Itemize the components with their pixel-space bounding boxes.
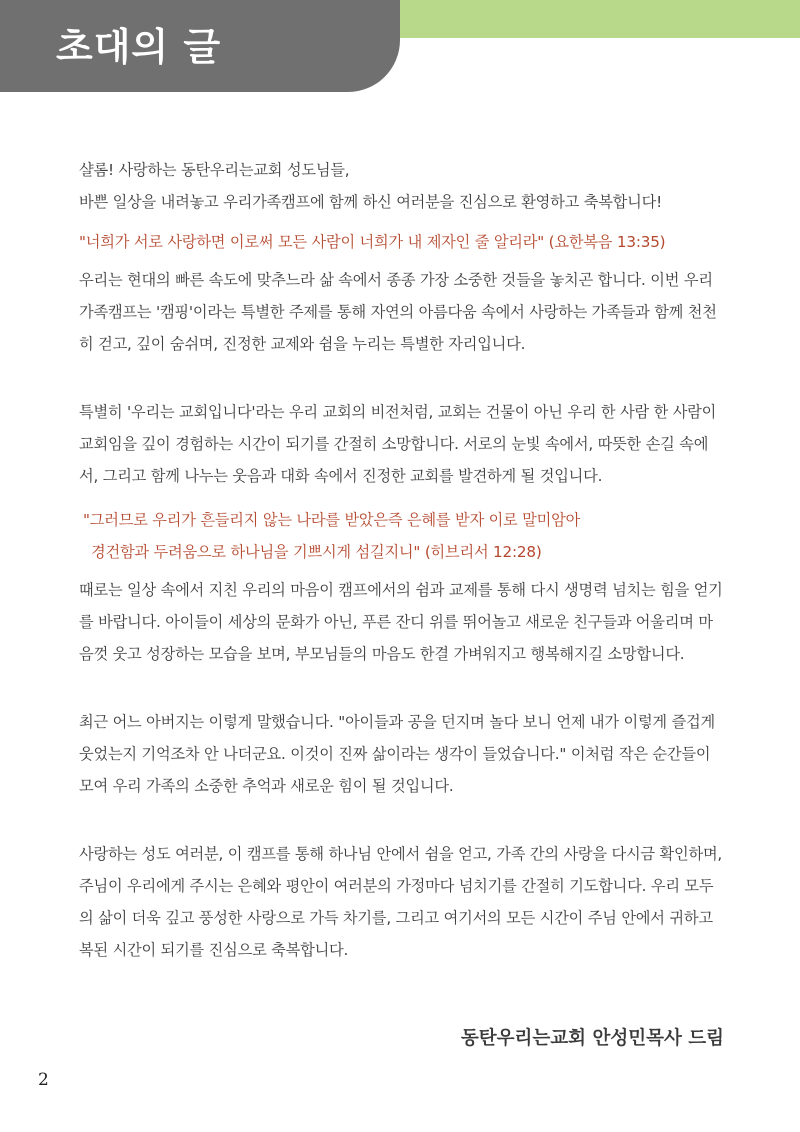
page-title: 초대의 글 [56,25,222,69]
paragraph-1: 우리는 현대의 빠른 속도에 맞추느라 삶 속에서 종종 가장 소중한 것들을 놓치곤 합니다. 이번 우리가족캠프는 '캠핑'이라는 특별한 주제를 통해 자연의 아름다움 속에서 사랑하는 가족들과 함께 천천히 걷고, 깊이 숨쉬며, 진정한 교제와 쉼을 누리는 특별한 자리입니다. [79,271,717,353]
greeting-line-1: 샬롬! 사랑하는 동탄우리는교회 성도님들, [79,161,350,179]
signature: 동탄우리는교회 안성민목사 드림 [460,1028,724,1049]
bible-verse-hebrews [79,504,723,568]
paragraph-4: 최근 어느 아버지는 이렇게 말했습니다. "아이들과 공을 던지며 놀다 보니 언제 내가 이렇게 즐겁게 웃었는지 기억조차 안 나더군요. 이것이 진짜 삶이라는 생각이 들었습니다." 이처럼 작은 순간들이 모여 우리 가족의 소중한 추억과 새로운 힘이 될 것입니다. [79,713,715,795]
greeting-line-2: 바쁜 일상을 내려놓고 우리가족캠프에 함께 하신 여러분을 진심으로 환영하고 축복합니다! [79,193,662,211]
letter-body [79,154,723,966]
bible-verse-john: "너희가 서로 사랑하면 이로써 모든 사람이 너희가 내 제자인 줄 알리라" (요한복음 13:35) [79,233,666,251]
verse-hebrews-line-1: "그러므로 우리가 흔들리지 않는 나라를 받았은즉 은혜를 받자 이로 말미암아 [83,511,581,529]
page-number: 2 [38,1070,49,1090]
greeting [79,154,723,218]
paragraph-5: 사랑하는 성도 여러분, 이 캠프를 통해 하나님 안에서 쉼을 얻고, 가족 간의 사랑을 다시금 확인하며, 주님이 우리에게 주시는 은혜와 평안이 여러분의 가정마다 넘치기를 간절히 기도합니다. 우리 모두의 삶이 더욱 깊고 풍성한 사랑으로 가득 차기를, 그리고 여기서의 모든 시간이 주님 안에서 귀하고 복된 시간이 되기를 진심으로 축복합니다. [79,845,723,959]
paragraph-2: 특별히 '우리는 교회입니다'라는 우리 교회의 비전처럼, 교회는 건물이 아닌 우리 한 사람 한 사람이 교회임을 깊이 경험하는 시간이 되기를 간절히 소망합니다. 서로의 눈빛 속에서, 따뜻한 손길 속에서, 그리고 함께 나누는 웃음과 대화 속에서 진정한 교회를 발견하게 될 것입니다. [79,403,717,485]
paragraph-3: 때로는 일상 속에서 지친 우리의 마음이 캠프에서의 쉼과 교제를 통해 다시 생명력 넘치는 힘을 얻기를 바랍니다. 아이들이 세상의 문화가 아닌, 푸른 잔디 위를 뛰어놀고 새로운 친구들과 어울리며 마음껏 웃고 성장하는 모습을 보며, 부모님들의 마음도 한결 가벼워지고 행복해지길 소망합니다. [79,581,723,663]
header-title-tab [0,0,400,92]
verse-hebrews-line-2: 경건함과 두려움으로 하나님을 기쁘시게 섬길지니" (히브리서 12:28) [91,543,542,561]
